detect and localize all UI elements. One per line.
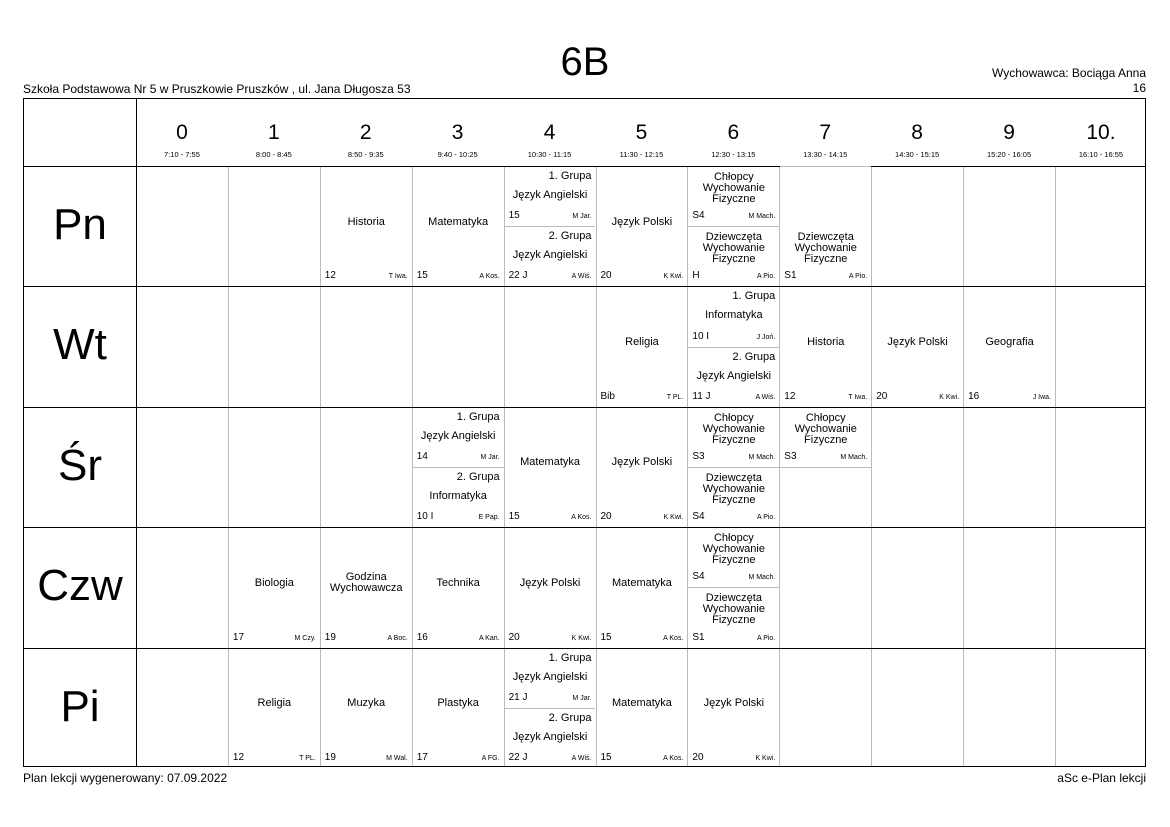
lesson-subject-line: Historia — [807, 336, 845, 349]
lesson-subject — [413, 578, 504, 589]
lesson-teacher: M Jar. — [480, 453, 500, 461]
lesson-subject-line: Język Polski — [703, 697, 765, 710]
lesson-divider — [780, 166, 871, 167]
period-header — [1055, 99, 1147, 166]
lesson-subject-line: Biologia — [254, 576, 294, 589]
lesson-divider — [688, 467, 779, 468]
period-number: 2 — [359, 121, 372, 144]
period-header — [228, 99, 320, 166]
lesson-subject — [413, 217, 504, 228]
lesson-cell — [597, 166, 688, 286]
lesson-subject-line: Wychowanie — [794, 422, 857, 435]
lesson-subject-line: Dziewczęta — [705, 471, 762, 484]
lesson-subject: Język Angielski — [512, 670, 588, 683]
lesson-subject — [413, 698, 504, 709]
lesson-subject-line: Fizyczne — [712, 193, 756, 205]
period-number: 10. — [1086, 121, 1116, 144]
lesson-subject-line: Fizyczne — [804, 253, 848, 266]
period-header — [504, 99, 596, 166]
lesson-teacher: A FG. — [481, 754, 500, 762]
lesson-subject-line: Wychowanie — [702, 422, 765, 435]
lesson-subject — [321, 698, 412, 709]
period-number: 0 — [176, 121, 188, 144]
lesson-room: Bib — [600, 390, 615, 402]
lesson-cell — [964, 286, 1055, 406]
lesson-teacher: A Kos. — [571, 514, 592, 522]
lesson-subject-line: Fizyczne — [712, 554, 756, 567]
lesson-teacher: A Pio. — [848, 273, 868, 281]
lesson-subject-line: Wychowanie — [702, 603, 765, 616]
lesson-group: 1. Grupa — [456, 410, 500, 423]
lesson-teacher: M Wal. — [386, 754, 408, 762]
period-time: 14:30 - 15:15 — [895, 150, 940, 159]
lesson-room: 20 — [692, 751, 704, 763]
lesson-room: 14 — [416, 450, 428, 462]
lesson-teacher: A Pio. — [756, 514, 776, 522]
lesson-subject-line: Fizyczne — [712, 614, 756, 627]
lesson-room: 20 — [508, 631, 520, 643]
lesson-subject-line: Muzyka — [347, 697, 386, 710]
day-label: Śr — [58, 440, 102, 490]
lesson-cell — [229, 527, 320, 647]
lesson-room: 19 — [324, 631, 336, 643]
period-number: 3 — [451, 121, 464, 144]
lesson-divider — [413, 467, 504, 468]
generated-date: Plan lekcji wygenerowany: 07.09.2022 — [23, 771, 228, 785]
lesson-room: 21 J — [508, 691, 528, 703]
lesson-teacher: K Kwi. — [939, 393, 960, 401]
lesson-subject-line: Dziewczęta — [705, 592, 762, 605]
lesson-divider — [688, 347, 779, 348]
lesson-teacher: A Pio. — [756, 273, 776, 281]
brand-label: aSc e-Plan lekcji — [1057, 771, 1146, 785]
period-time: 7:10 - 7:55 — [164, 150, 200, 159]
lesson-teacher: A Kos. — [479, 273, 500, 281]
lesson-subject — [688, 593, 779, 626]
period-number: 1 — [267, 121, 280, 144]
lesson-subject-line: Język Polski — [611, 215, 673, 228]
lesson-room: 10 I — [692, 330, 710, 342]
lesson-divider — [505, 226, 596, 227]
class-teacher-name: Wychowawca: Bociąga Anna — [992, 66, 1146, 80]
lesson-room: S1 — [784, 270, 797, 282]
lesson-subject — [505, 578, 596, 589]
lesson-room: 15 — [600, 631, 612, 643]
lesson-teacher: M Jar. — [572, 213, 592, 221]
lesson-teacher: M Mach. — [748, 574, 776, 582]
lesson-subject — [597, 217, 688, 228]
lesson-room: 15 — [600, 751, 612, 763]
lesson-room: 20 — [600, 270, 612, 282]
lesson-cell — [597, 286, 688, 406]
lesson-subject-line: Wychowanie — [702, 242, 765, 255]
lesson-group: 1. Grupa — [548, 651, 592, 664]
period-header — [779, 99, 871, 166]
lesson-subject-line: Plastyka — [437, 697, 479, 710]
lesson-room: S4 — [692, 571, 705, 583]
lesson-subject-line: Chłopcy — [805, 411, 846, 424]
lesson-room: 17 — [416, 751, 428, 763]
lesson-cell — [413, 648, 504, 768]
lesson-subject-line: Matematyka — [611, 576, 672, 589]
lesson-subject-line: Religia — [257, 697, 292, 710]
lesson-subject — [872, 337, 963, 348]
lesson-room: 15 — [508, 210, 520, 222]
lesson-teacher: K Kwi. — [663, 273, 684, 281]
lesson-teacher: A Wiś. — [571, 754, 592, 762]
lesson-subject-line: Wychowanie — [702, 182, 765, 194]
lesson-subject-line: Matematyka — [520, 456, 580, 469]
lesson-teacher: A Kos. — [663, 754, 684, 762]
school-name: Szkoła Podstawowa Nr 5 w Pruszkowie Pruszków , ul. Jana Długosza 53 — [23, 82, 411, 96]
lesson-room: 15 — [508, 511, 520, 523]
lesson-subject — [780, 337, 871, 348]
lesson-teacher: J Joń. — [756, 333, 776, 341]
lesson-subject-line: Język Polski — [887, 336, 948, 349]
lesson-cell — [413, 166, 504, 286]
lesson-subject-line: Matematyka — [611, 697, 672, 710]
day-label: Pn — [53, 200, 107, 249]
period-header — [412, 99, 504, 166]
lesson-group: 2. Grupa — [732, 350, 776, 363]
lesson-group: 2. Grupa — [548, 711, 592, 724]
lesson-subject-line: Geografia — [985, 336, 1034, 349]
lesson-subject-line: Wychowanie — [794, 242, 857, 255]
lesson-cell — [413, 407, 504, 527]
lesson-cell — [413, 527, 504, 647]
lesson-subject-line: Technika — [436, 576, 480, 589]
lesson-subject-line: Język Polski — [611, 456, 673, 469]
lesson-subject: Język Angielski — [696, 369, 772, 382]
lesson-subject: Język Angielski — [512, 189, 588, 201]
timetable-grid — [23, 98, 1146, 767]
period-header — [596, 99, 688, 166]
lesson-cell — [780, 407, 871, 527]
lesson-cell — [505, 648, 596, 768]
lesson-cell — [505, 527, 596, 647]
period-header — [963, 99, 1055, 166]
lesson-subject-line: Wychowanie — [702, 543, 765, 556]
lesson-subject: Język Angielski — [512, 249, 588, 262]
period-time: 9:40 - 10:25 — [437, 150, 478, 159]
lesson-subject — [964, 337, 1055, 348]
lesson-subject — [688, 413, 779, 446]
lesson-cell — [688, 527, 779, 647]
lesson-teacher: M Czy. — [294, 634, 316, 642]
lesson-teacher: T PL. — [299, 754, 316, 762]
lesson-teacher: A Wiś. — [755, 393, 776, 401]
lesson-subject — [688, 473, 779, 506]
lesson-room: 16 — [968, 390, 980, 402]
lesson-group: 1. Grupa — [732, 290, 776, 303]
lesson-cell — [321, 527, 412, 647]
lesson-room: S4 — [692, 210, 705, 222]
lesson-subject: Informatyka — [705, 309, 763, 322]
lesson-room: 12 — [784, 390, 796, 402]
lesson-cell — [780, 286, 871, 406]
lesson-divider — [505, 708, 596, 709]
period-number: 8 — [911, 121, 923, 144]
lesson-cell — [321, 648, 412, 768]
lesson-subject — [780, 232, 871, 265]
lesson-subject — [597, 457, 688, 468]
lesson-room: 20 — [600, 511, 612, 523]
period-number: 4 — [543, 121, 556, 144]
grid-line — [871, 166, 872, 766]
lesson-room: H — [692, 270, 700, 282]
period-header — [136, 99, 228, 166]
grid-line — [963, 166, 964, 766]
lesson-subject-line: Dziewczęta — [797, 231, 854, 244]
lesson-subject-line: Wychowawcza — [329, 582, 403, 595]
lesson-cell — [505, 166, 596, 286]
period-number: 7 — [819, 121, 832, 144]
lesson-cell — [229, 648, 320, 768]
lesson-subject — [688, 533, 779, 566]
lesson-cell — [321, 166, 412, 286]
lesson-room: 12 — [232, 751, 245, 763]
lesson-teacher: T PL. — [666, 393, 684, 401]
lesson-subject-line: Fizyczne — [804, 433, 848, 446]
period-time: 15:20 - 16:05 — [986, 150, 1032, 159]
lesson-subject-line: Chłopcy — [713, 171, 754, 183]
period-header — [871, 99, 963, 166]
lesson-cell — [597, 648, 688, 768]
lesson-subject-line: Chłopcy — [713, 411, 754, 424]
lesson-teacher: M Mach. — [748, 213, 776, 221]
lesson-cell — [780, 166, 871, 286]
lesson-subject — [597, 337, 688, 348]
lesson-cell — [597, 407, 688, 527]
lesson-room: 16 — [416, 631, 428, 643]
lesson-subject-line: Fizyczne — [712, 493, 756, 506]
lesson-subject-line: Fizyczne — [712, 253, 756, 266]
lesson-subject — [688, 698, 779, 709]
lesson-subject-line: Religia — [625, 336, 659, 349]
lesson-subject: Język Angielski — [512, 730, 588, 743]
lesson-teacher: M Mach. — [748, 453, 776, 461]
lesson-subject-line: Wychowanie — [702, 482, 765, 495]
lesson-room: 11 J — [692, 390, 711, 402]
period-number: 6 — [727, 121, 740, 144]
day-label: Czw — [37, 561, 123, 611]
lesson-teacher: A Kos. — [663, 634, 684, 642]
lesson-subject — [597, 698, 688, 709]
period-time: 16:10 - 16:55 — [1078, 150, 1124, 159]
lesson-divider — [688, 226, 779, 227]
page-title: 6B — [560, 40, 610, 84]
lesson-subject — [597, 578, 688, 589]
lesson-group: 2. Grupa — [456, 470, 500, 483]
day-label: Wt — [53, 320, 107, 370]
lesson-subject-line: Fizyczne — [712, 433, 756, 446]
lesson-teacher: K Kwi. — [663, 514, 684, 522]
lesson-room: 15 — [416, 270, 428, 282]
lesson-room: 20 — [876, 390, 888, 402]
period-time: 8:50 - 9:35 — [347, 150, 384, 159]
lesson-teacher: T Iwa. — [848, 393, 868, 401]
lesson-subject — [780, 413, 871, 446]
lesson-subject: Informatyka — [429, 489, 487, 502]
period-time: 13:30 - 14:15 — [803, 150, 848, 159]
page-number: 16 — [1132, 81, 1146, 95]
lesson-room: 19 — [324, 751, 336, 763]
lesson-subject-line: Historia — [347, 215, 385, 228]
lesson-cell — [688, 166, 779, 286]
lesson-cell — [688, 648, 779, 768]
period-time: 11:30 - 12:15 — [619, 150, 664, 159]
lesson-subject — [321, 572, 412, 594]
lesson-subject — [688, 232, 779, 265]
lesson-subject — [229, 698, 320, 709]
lesson-teacher: M Mach. — [840, 453, 868, 461]
lesson-teacher: J Iwa. — [1032, 393, 1051, 401]
period-number: 9 — [1003, 121, 1015, 144]
grid-line — [136, 99, 137, 766]
lesson-subject — [229, 578, 320, 589]
lesson-room: S1 — [692, 631, 705, 643]
lesson-room: 17 — [232, 631, 245, 643]
lesson-cell — [872, 286, 963, 406]
lesson-teacher: A Wiś. — [571, 273, 592, 281]
lesson-group: 1. Grupa — [548, 170, 592, 182]
lesson-cell — [505, 407, 596, 527]
lesson-teacher: A Boc. — [387, 634, 408, 642]
lesson-room: 22 J — [508, 270, 528, 282]
class-teacher — [992, 66, 1146, 96]
grid-line — [1055, 166, 1056, 766]
period-number: 5 — [635, 121, 648, 144]
day-label: Pi — [60, 681, 100, 731]
period-time: 12:30 - 13:15 — [711, 150, 756, 159]
lesson-room: S4 — [692, 511, 705, 523]
lesson-subject — [321, 217, 412, 228]
lesson-subject-line: Matematyka — [428, 215, 489, 228]
lesson-divider — [780, 467, 871, 468]
lesson-room: 22 J — [508, 751, 528, 763]
lesson-teacher: T Iwa. — [388, 273, 408, 281]
lesson-room: 10 I — [416, 511, 434, 523]
period-header — [320, 99, 412, 166]
period-header — [687, 99, 779, 166]
lesson-cell — [597, 527, 688, 647]
lesson-subject-line: Dziewczęta — [705, 231, 762, 244]
lesson-teacher: E Pap. — [478, 514, 500, 522]
lesson-room: S3 — [692, 450, 705, 462]
lesson-room: 12 — [324, 270, 336, 282]
period-time: 10:30 - 11:15 — [527, 150, 572, 159]
lesson-subject-line: Chłopcy — [713, 532, 754, 545]
lesson-subject: Język Angielski — [420, 429, 496, 442]
lesson-cell — [688, 407, 779, 527]
period-time: 8:00 - 8:45 — [255, 150, 292, 159]
lesson-subject — [688, 172, 779, 205]
lesson-subject-line: Język Polski — [519, 576, 581, 589]
lesson-teacher: M Jar. — [572, 694, 592, 702]
lesson-teacher: K Kwi. — [571, 634, 592, 642]
lesson-teacher: A Pio. — [756, 634, 776, 642]
lesson-teacher: K Kwi. — [755, 754, 776, 762]
lesson-divider — [688, 587, 779, 588]
lesson-teacher: A Kan. — [478, 634, 500, 642]
lesson-subject — [505, 457, 596, 468]
lesson-subject-line: Godzina — [345, 571, 387, 584]
lesson-room: S3 — [784, 450, 797, 462]
lesson-cell — [688, 286, 779, 406]
lesson-group: 2. Grupa — [548, 230, 592, 243]
